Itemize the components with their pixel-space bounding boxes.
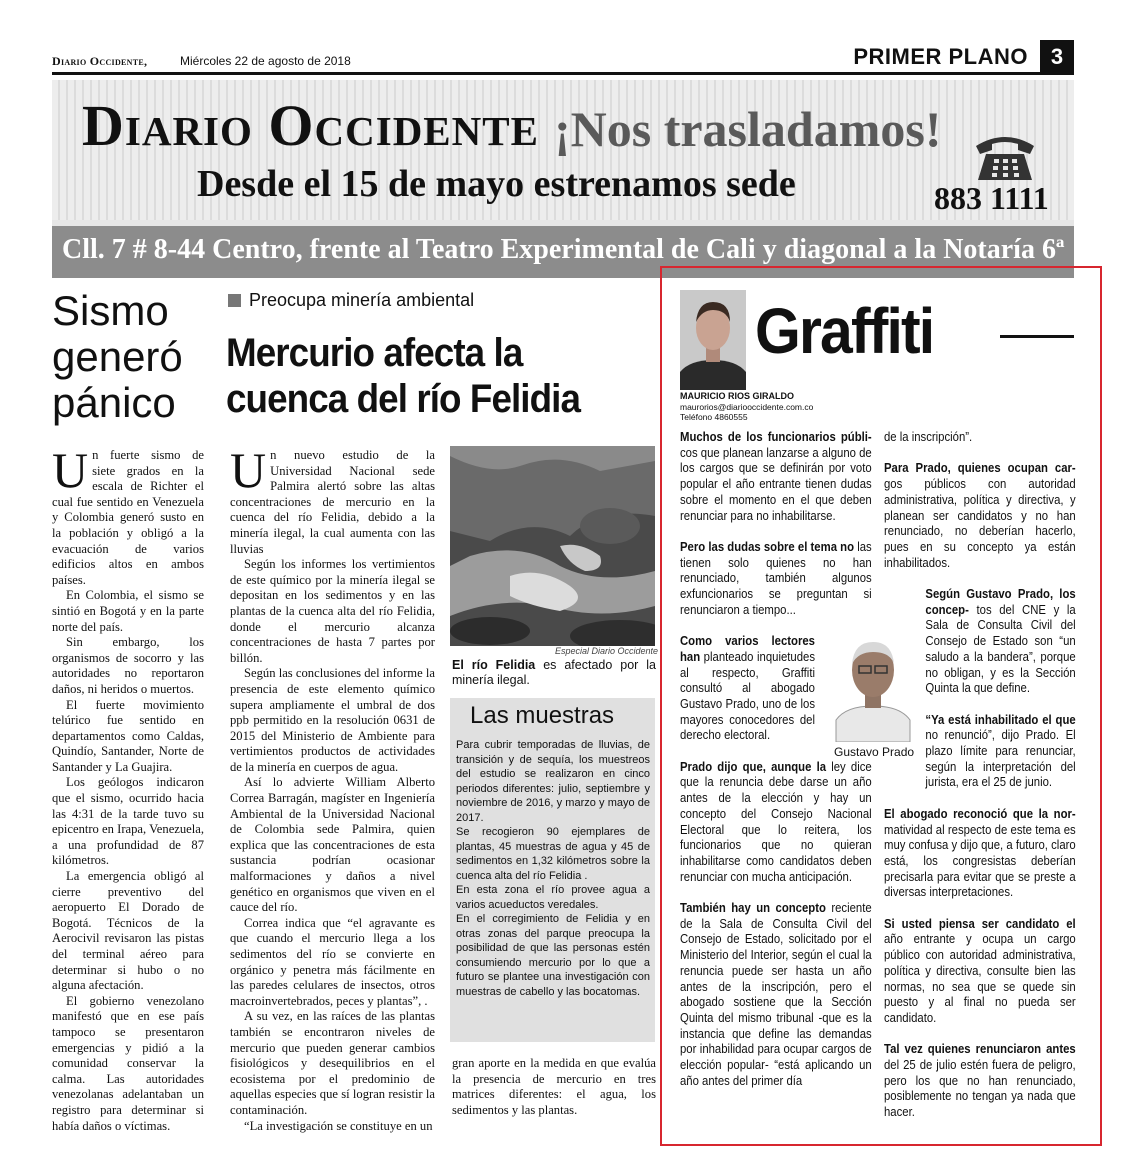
- graffiti-item: Si usted piensa ser candidato el año entrante y ocupa un cargo público con autoridad administrativa, política y directiva, consulte bien las normas, no sea que se quede sin puesto y al final no pueda ser candidato.: [884, 916, 1076, 1025]
- sismo-paragraph: El fuerte movimiento telúrico fue sentido en departamentos como Caldas, Quindío, Santander, Norte de Santander y La Guajira.: [52, 697, 204, 774]
- sismo-paragraph: En Colombia, el sismo se sintió en Bogotá y en la parte norte del país.: [52, 588, 204, 634]
- author-email: maurorios@diariooccidente.com.co: [680, 402, 814, 412]
- graffiti-item: Muchos de los funcionarios públi- cos que planean lanzarse a alguno de los cargos que se definirán por voto popular el año entrante tienen dudas sobre el momento en el que deben renunciar para no inhabilitarse.: [680, 430, 872, 523]
- muestras-paragraph: Se recogieron 90 ejemplares de plantas, 45 muestras de agua y 45 de sedimentos en 1,32 kilómetros sobre la cuenca alta del río Felidia .: [456, 826, 650, 882]
- sismo-paragraph: Un fuerte sismo de siete grados en la escala de Richter el cual fue sentido en Venezuela y Colombia generó susto en la población y obligó a la evacuación de varios edificios altos en ambos países.: [52, 442, 204, 587]
- graffiti-item: Pero las dudas sobre el tema no las tienen solo quienes no han renunciado, también algunos exfuncionarios se preguntan si renunciaron a tiempo...: [680, 539, 872, 617]
- drop-cap: U: [52, 442, 89, 498]
- sismo-headline: Sismo generó pánico: [52, 287, 183, 426]
- sismo-paragraph: El gobierno venezolano manifestó que en ese país tampoco se presentaron emergencias y pidió a la comunidad conservar la calma. Las autoridades venezolanas adelantaban un registro para determinar si había daños o víctimas.: [52, 993, 204, 1133]
- photo-caption: El río Felidia es afectado por la minería ilegal.: [452, 658, 656, 687]
- graffiti-column-1: [680, 430, 872, 1105]
- mercurio-continuation: gran aporte en la medida en que evalúa la presencia de mercurio en tres matrices diferentes: el agua, los sedimentos y las plantas.: [452, 1056, 656, 1117]
- mercurio-paragraph: Correa indica que “el agravante es que cuando el mercurio llega a los sedimentos del río se convierte en orgánico y penetra más fácilmente en las paredes celulares de insectos, otros macroinvertebrados, peces y plantas”, .: [230, 915, 435, 1008]
- banner-headline: ¡Nos trasladamos!: [554, 101, 942, 157]
- mercurio-paragraph: Según las conclusiones del informe la presencia de este elemento químico supera ampliamente el umbral de dos ppb permitido en la resolución 0631 de 2015 del Ministerio de Ambiente para vertimientos productos de actividades de la minería en cuerpos de agua.: [230, 666, 435, 774]
- graffiti-item: Para Prado, quienes ocupan car- gos públicos con autoridad administrativa, política y directiva, y planean ser candidatos y no han renunciado, no deberían hacerlo, pues en su concepto ya están inhabilitados.: [884, 461, 1076, 570]
- graffiti-item: de la inscripción”.: [884, 430, 973, 444]
- header-rule: [52, 72, 1074, 75]
- page-header: [52, 44, 1074, 74]
- prado-caption: Gustavo Prado: [834, 745, 915, 759]
- graffiti-title: Graffiti: [755, 295, 934, 367]
- square-bullet-icon: [228, 294, 241, 307]
- section-label: PRIMER PLANO: [853, 44, 1028, 69]
- river-photo: [450, 446, 655, 646]
- author-portrait: [680, 290, 746, 390]
- sismo-paragraph: Los geólogos indicaron que el sismo, ocurrido hacia las 4:31 de la tarde tuvo su epicentro en Irapa, Venezuela, a una profundidad de 87 kilómetros.: [52, 775, 204, 868]
- paper-name: Diario Occidente,: [52, 54, 148, 68]
- drop-cap: U: [230, 442, 267, 498]
- author-phone: Teléfono 4860555: [680, 412, 748, 422]
- photo-credit: Especial Diario Occidente: [555, 646, 659, 656]
- river-photo-illustration: [450, 446, 655, 646]
- graffiti-item: Tal vez quienes renunciaron antes del 25 de julio estén fuera de peligro, pero los que no han renunciado, posiblemente no tengan ya nada que hacer.: [884, 1042, 1076, 1120]
- graffiti-item: También hay un concepto reciente de la Sala de Consulta Civil del Consejo de Estado, solicitado por el Ministerio del Interior, según el cual la renuncia puede ser hasta un año antes de la inscripción, pero el abogado sostiene que la Sección Quinta del mismo tribunal -que es la instancia que define las demandas por inhabilidad para ocupar cargos de elección popular- “está aplicando un año antes del primer día: [680, 901, 872, 1088]
- muestras-paragraph: En esta zona el río provee agua a varios acueductos veredales.: [456, 884, 650, 911]
- issue-date: Miércoles 22 de agosto de 2018: [180, 54, 351, 68]
- sismo-paragraph: La emergencia obligó al cierre preventivo del aeropuerto El Dorado de Bogotá. Técnicos de la Aerocivil revisaron las pistas del terminal aéreo para determinar si hubo o no alguna afectación.: [52, 869, 204, 993]
- muestras-paragraph: Para cubrir temporadas de lluvias, de transición y de sequía, los muestreos del estudio se realizaron en cinco periodos diferentes: julio, septiembre y noviembre de 2016, y marzo y mayo de 2017.: [456, 739, 650, 824]
- mercurio-paragraph: Un nuevo estudio de la Universidad Nacional sede Palmira alertó sobre las altas concentraciones de mercurio en la cuenca del río Felidia, debido a la minería ilegal, la cual aumenta con las lluvias: [230, 442, 435, 556]
- banner-logo: Diario Occidente: [82, 93, 539, 158]
- sismo-paragraph: Sin embargo, los organismos de socorro y las autoridades no reportaron daños, ni heridos o muertos.: [52, 635, 204, 696]
- graffiti-item: El abogado reconoció que la nor- matividad al respecto de este tema es muy confusa y dijo que, a futuro, claro está, los congresistas deberían precisarla para evitar que se preste a diversas interpretaciones.: [884, 806, 1076, 900]
- prado-photo: [832, 624, 914, 742]
- muestras-box: [450, 698, 655, 1042]
- mercurio-paragraph: A su vez, en las raíces de las plantas también se encontraron niveles de mercurio que pueden generar cambios fisiológicos y desequilibrios en el ecosistema por el predominio de aquellas especies que sí logran resistir la contaminación.: [230, 1009, 435, 1117]
- banner-ad: [52, 80, 1074, 278]
- page-number: 3: [1040, 40, 1074, 74]
- banner-subline: Desde el 15 de mayo estrenamos sede: [197, 163, 796, 205]
- mercurio-body: [230, 442, 435, 1134]
- graffiti-item: Según Gustavo Prado, los concep- tos del CNE y la Sala de Consulta Civil del Consejo de Estado son “un saludo a la bandera”, porque no obligan, y es la Sección Quinta la que define.: [925, 587, 1076, 696]
- muestras-title: Las muestras: [470, 702, 615, 729]
- author-photo: [680, 290, 746, 390]
- mercurio-kicker: Preocupa minería ambiental: [228, 290, 474, 311]
- sismo-body: [52, 442, 204, 1134]
- graffiti-title-rule: [1000, 335, 1074, 338]
- banner-phone: 883 1111: [934, 180, 1049, 216]
- muestras-body: [456, 738, 650, 999]
- prado-portrait: [832, 624, 914, 742]
- mercurio-headline: Mercurio afecta la cuenca del río Felidia: [226, 331, 581, 421]
- mercurio-paragraph: Así lo advierte William Alberto Correa Barragán, magíster en Ingeniería Ambiental de la Universidad Nacional de Colombia sede Palmira, quien explica que las concentraciones de esta sustancia podrían ocasionar malformaciones y daños a nivel genético en organismos que viven en el cauce del río.: [230, 775, 435, 915]
- graffiti-item: “Ya está inhabilitado el que no renunció”, dijo Prado. El plazo límite para renunciar, según la interpretación del jurista, era el 25 de junio.: [925, 712, 1076, 790]
- muestras-paragraph: En el corregimiento de Felidia y en otras zonas del parque preocupa la posibilidad de que las personas estén consumiendo mercurio por lo que a futuro se plantee una investigación con muestras de cabello y las bocatomas.: [456, 913, 650, 998]
- graffiti-column-2: [884, 430, 1076, 1137]
- telephone-icon: [972, 132, 1038, 182]
- banner-address: Cll. 7 # 8-44 Centro, frente al Teatro Experimental de Cali y diagonal a la Notaría 6ª: [62, 234, 1065, 265]
- mercurio-paragraph: Según los informes los vertimientos de este químico por la minería ilegal se depositan en los sedimentos y en las plantas de la cuenca alta del río Felidia, donde el mercurio alcanza concentraciones de hasta 7 partes por billón.: [230, 557, 435, 665]
- mercurio-paragraph: “La investigación se constituye en un: [244, 1118, 433, 1133]
- author-name: MAURICIO RIOS GIRALDO: [680, 391, 794, 401]
- graffiti-item: Prado dijo que, aunque la ley dice que la renuncia debe darse un año antes de la elección y hay un concepto del Consejo Nacional Electoral que lo reitera, los funcionarios que no quieran inhabilitarse como candidatos deben renunciar con mucha anticipación.: [680, 759, 872, 884]
- graffiti-item: Como varios lectores han planteado inquietudes al respecto, Graffiti consultó al abogado Gustavo Prado, uno de los mayores conocedores del derecho electoral.: [680, 634, 815, 743]
